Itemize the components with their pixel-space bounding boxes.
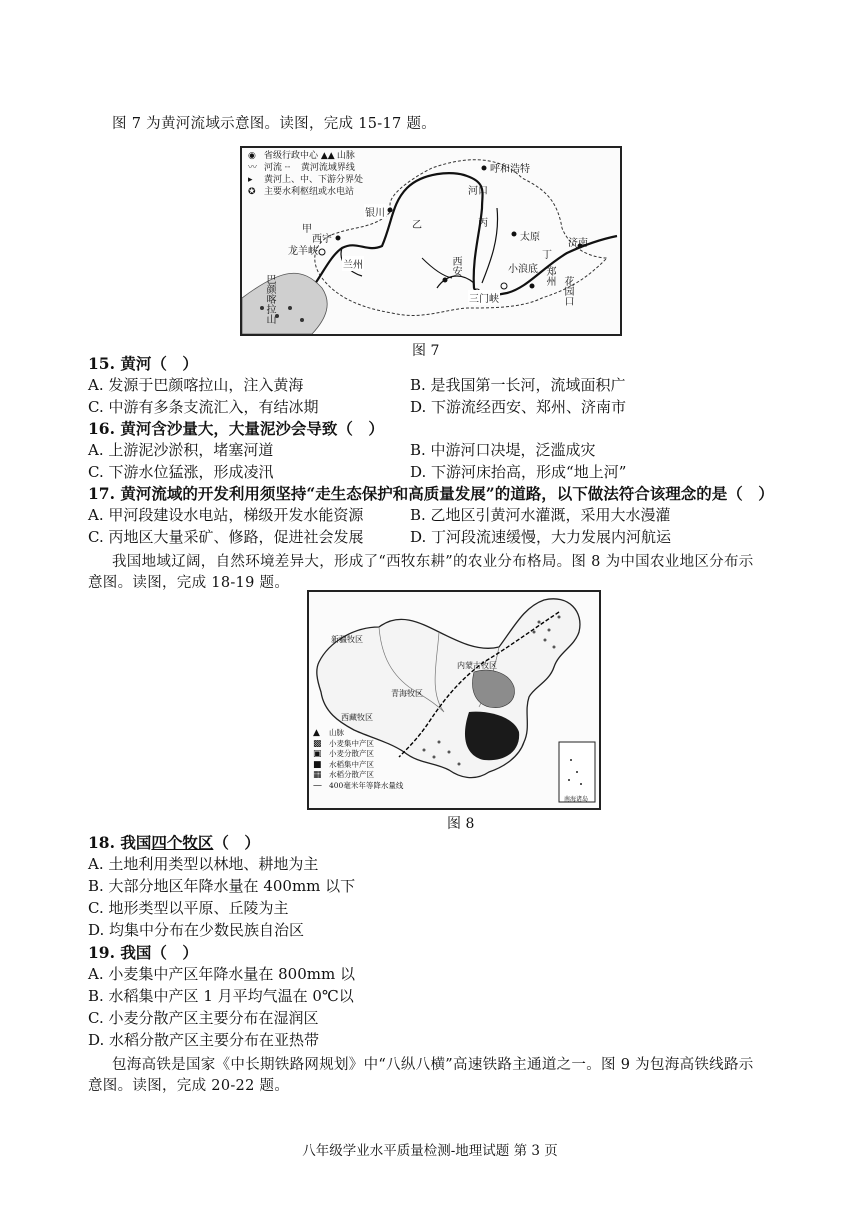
legend-item: ▦ 水稻分散产区	[313, 770, 374, 780]
q15-option-c[interactable]: C. 中游有多条支流汇入，有结冰期	[88, 398, 319, 416]
label-bing: 丙	[478, 218, 488, 229]
q17-option-a[interactable]: A. 甲河段建设水电站，梯级开发水能资源	[88, 506, 364, 524]
figure-7-legend	[248, 150, 363, 198]
legend-item: ▣ 小麦分散产区	[313, 749, 374, 759]
legend-item: 〰 河流 ┈ 黄河流域界线	[248, 163, 355, 173]
division-marker-icon: ▸	[248, 175, 253, 185]
label-sanmenxia: 三门峡	[468, 290, 500, 305]
rice-scattered-icon: ▦	[313, 770, 322, 780]
label-jia: 甲	[302, 224, 312, 235]
q18-option-b[interactable]: B. 大部分地区年降水量在 400mm 以下	[88, 877, 356, 895]
q18-option-a[interactable]: A. 土地利用类型以林地、耕地为主	[88, 855, 319, 873]
question-16-title: 16. 黄河含沙量大，大量泥沙会导致（ ）	[88, 419, 384, 438]
legend-item: — 400毫米年等降水量线	[313, 780, 404, 791]
intro-q20-22-line2: 意图。读图，完成 20-22 题。	[88, 1078, 290, 1094]
label-qinghai-pasture: 青海牧区	[391, 689, 423, 698]
q19-option-a[interactable]: A. 小麦集中产区年降水量在 800mm 以	[88, 965, 355, 983]
label-hekou: 河口	[468, 186, 488, 197]
figure-8-legend	[313, 728, 403, 791]
q16-option-b[interactable]: B. 中游河口决堤，泛滥成灾	[410, 441, 596, 459]
intro-q18-19-line1: 我国地域辽阔，自然环境差异大，形成了“西牧东耕”的农业分布格局。图 8 为中国农业地区分布示	[112, 554, 754, 570]
label-huayuankou: 花园口	[562, 276, 573, 306]
rice-concentrated-icon: ■	[313, 759, 322, 770]
q19-option-c[interactable]: C. 小麦分散产区主要分布在湿润区	[88, 1009, 319, 1027]
q17-option-b[interactable]: B. 乙地区引黄河水灌溉，采用大水漫灌	[410, 506, 671, 524]
basin-boundary-dashed-icon: ┈	[284, 163, 291, 173]
label-yi: 乙	[412, 220, 422, 231]
figure-8-caption: 图 8	[447, 816, 475, 832]
intro-q15-17: 图 7 为黄河流域示意图。读图，完成 15-17 题。	[112, 116, 437, 132]
dam-gear-icon: ✪	[248, 187, 256, 197]
label-mountains: 巴颜喀拉山	[264, 274, 275, 324]
legend-item: ■ 水稻集中产区	[313, 759, 374, 770]
label-longyangxia: 龙羊峡	[288, 246, 318, 257]
q17-option-d[interactable]: D. 丁河段流速缓慢，大力发展内河航运	[410, 528, 672, 546]
label-ding: 丁	[542, 250, 552, 261]
question-19-title: 19. 我国（ ）	[88, 943, 198, 962]
label-xian: 西安	[450, 256, 461, 276]
figure-7-caption: 图 7	[412, 343, 440, 359]
q15-option-a[interactable]: A. 发源于巴颜喀拉山，注入黄海	[88, 376, 304, 394]
river-line-icon: 〰	[248, 163, 258, 173]
wheat-scattered-icon: ▣	[313, 749, 322, 759]
q19-option-d[interactable]: D. 水稻分散产区主要分布在亚热带	[88, 1031, 320, 1049]
label-jinan: 济南	[568, 238, 588, 249]
intro-q18-19-line2: 意图。读图，完成 18-19 题。	[88, 575, 290, 591]
isohyet-line-icon: —	[313, 780, 322, 791]
label-xiaolangdi: 小浪底	[508, 264, 538, 275]
label-xinjiang-pasture: 新疆牧区	[331, 635, 363, 644]
question-17-title: 17. 黄河流域的开发利用须坚持“走生态保护和高质量发展”的道路，以下做法符合该理念的是（ ）	[88, 484, 774, 503]
provincial-capital-dot-icon: ◉	[248, 151, 256, 161]
label-yinchuan: 银川	[364, 204, 386, 219]
label-neimeng-pasture: 内蒙古牧区	[457, 661, 497, 670]
label-huhehaote: 呼和浩特	[490, 164, 530, 175]
question-18-title: 18. 我国四个牧区（ ）	[88, 833, 260, 852]
q16-option-d[interactable]: D. 下游河床抬高，形成“地上河”	[410, 463, 627, 481]
figure-7-yellow-river-map	[240, 146, 622, 336]
q15-option-b[interactable]: B. 是我国第一长河，流域面积广	[410, 376, 626, 394]
label-south-china-sea: 南海诸岛	[564, 796, 589, 803]
q15-option-d[interactable]: D. 下游流经西安、郑州、济南市	[410, 398, 627, 416]
q18-option-d[interactable]: D. 均集中分布在少数民族自治区	[88, 921, 305, 939]
mountain-symbol-icon: ▲	[313, 728, 320, 738]
intro-q20-22-line1: 包海高铁是国家《中长期铁路网规划》中“八纵八横”高速铁路主通道之一。图 9 为包海高铁线路示	[112, 1057, 754, 1073]
label-zhengzhou: 郑州	[544, 266, 555, 286]
q18-option-c[interactable]: C. 地形类型以平原、丘陵为主	[88, 899, 289, 917]
figure-8-china-agriculture-map	[307, 590, 601, 810]
underlined-term: 四个牧区	[151, 833, 214, 852]
q19-option-b[interactable]: B. 水稻集中产区 1 月平均气温在 0℃以	[88, 987, 354, 1005]
legend-item: ▲ 山脉	[313, 728, 344, 738]
legend-item: ✪ 主要水利枢纽或水电站	[248, 187, 355, 197]
legend-item: ▩ 小麦集中产区	[313, 738, 374, 749]
legend-item: ▸ 黄河上、中、下游分界处	[248, 175, 364, 185]
question-15-title: 15. 黄河（ ）	[88, 354, 198, 373]
wheat-concentrated-icon: ▩	[313, 738, 322, 749]
q16-option-c[interactable]: C. 下游水位猛涨，形成凌汛	[88, 463, 274, 481]
label-xining: 西宁	[312, 234, 332, 245]
mountain-symbol-icon: ▲▲	[320, 151, 335, 161]
label-taiyuan: 太原	[520, 232, 540, 243]
legend-item: ◉ 省级行政中心 ▲▲ 山脉	[248, 151, 355, 161]
q16-option-a[interactable]: A. 上游泥沙淤积，堵塞河道	[88, 441, 274, 459]
q17-option-c[interactable]: C. 丙地区大量采矿、修路，促进社会发展	[88, 528, 364, 546]
label-xizang-pasture: 西藏牧区	[341, 713, 373, 722]
label-lanzhou: 兰州	[342, 256, 364, 271]
page-footer: 八年级学业水平质量检测-地理试题 第 3 页	[302, 1143, 558, 1159]
